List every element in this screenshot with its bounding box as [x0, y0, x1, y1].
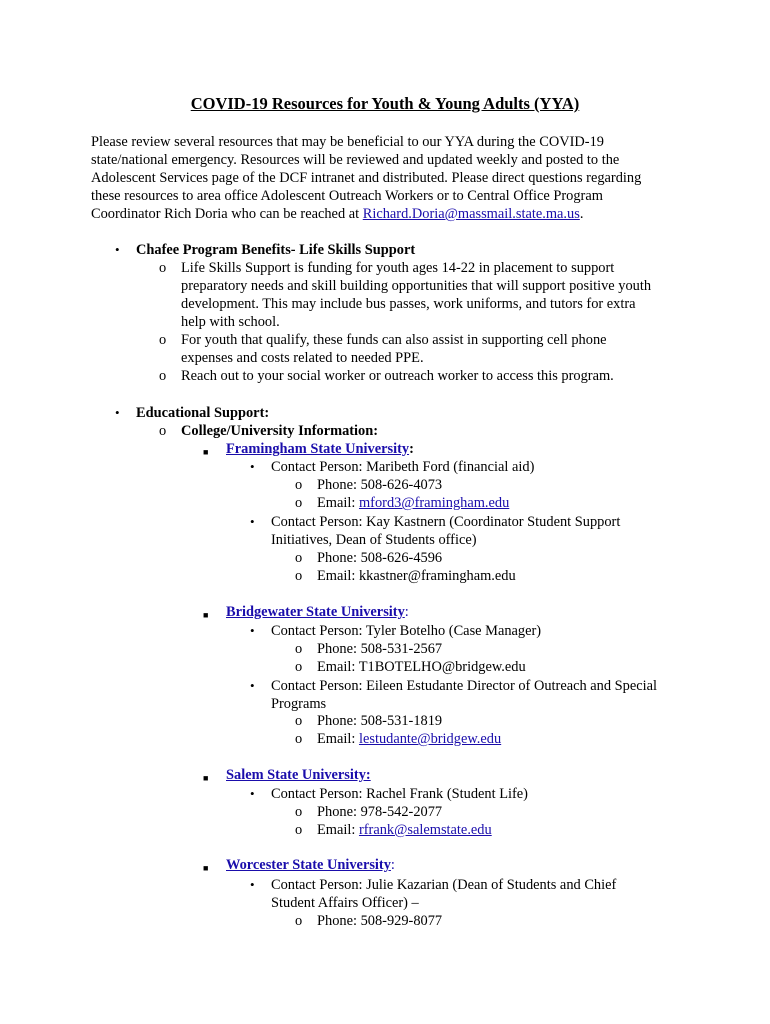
college-info-heading: College/University Information:	[181, 423, 379, 439]
bullet-icon: •	[250, 877, 255, 892]
circle-bullet-icon: o	[159, 260, 167, 276]
worcester-contact-1-line-1: Contact Person: Julie Kazarian (Dean of Students and Chief	[271, 877, 617, 893]
bullet-icon: •	[250, 514, 255, 529]
email-label: Email:	[317, 731, 359, 747]
square-bullet-icon: ■	[203, 773, 209, 783]
salem-email-link[interactable]: rfrank@salemstate.edu	[358, 822, 492, 838]
bullet-icon: •	[250, 623, 255, 638]
intro-last-prefix: Coordinator Rich Doria who can be reached at	[91, 206, 363, 222]
square-bullet-icon: ■	[203, 447, 209, 457]
email-label: Email:	[317, 822, 359, 838]
circle-bullet-icon: o	[159, 332, 167, 348]
worcester-heading	[226, 856, 395, 874]
chafee-item-3: Reach out to your social worker or outreach worker to access this program.	[181, 368, 614, 384]
worcester-contact-1-line-2: Student Affairs Officer) –	[271, 895, 419, 911]
bridgewater-contact-1: Contact Person: Tyler Botelho (Case Manager)	[271, 623, 542, 639]
square-bullet-icon: ■	[203, 610, 209, 620]
framingham-contact-2-phone: Phone: 508-626-4596	[317, 550, 443, 566]
bullet-icon: •	[250, 459, 255, 474]
square-bullet-icon: ■	[203, 863, 209, 873]
circle-bullet-icon: o	[295, 641, 303, 657]
framingham-contact-1-phone: Phone: 508-626-4073	[317, 477, 443, 493]
intro-line-5	[91, 205, 583, 223]
email-label: Email:	[317, 495, 359, 511]
worcester-colon: :	[390, 857, 395, 873]
framingham-contact-1: Contact Person: Maribeth Ford (financial aid)	[271, 459, 535, 475]
salem-link[interactable]: Salem State University:	[226, 767, 371, 783]
chafee-heading: Chafee Program Benefits- Life Skills Support	[136, 242, 416, 258]
bridgewater-heading	[226, 603, 409, 621]
intro-line-1: Please review several resources that may be beneficial to our YYA during the COVID-19	[91, 134, 604, 150]
education-heading: Educational Support:	[136, 405, 270, 421]
circle-bullet-icon: o	[295, 913, 303, 929]
chafee-item-1-line-3: development. This may include bus passes, work uniforms, and tutors for extra	[181, 296, 636, 312]
contact-email-link[interactable]: Richard.Doria@massmail.state.ma.us	[362, 206, 580, 222]
intro-line-3: Adolescent Services page of the DCF intranet and distributed. Please direct questions regarding	[91, 170, 642, 186]
bridgewater-link[interactable]: Bridgewater State University	[226, 604, 405, 620]
framingham-contact-1-email	[317, 494, 509, 512]
framingham-contact-2-line-2: Initiatives, Dean of Students office)	[271, 532, 477, 548]
chafee-item-2-line-2: expenses and costs related to needed PPE.	[181, 350, 424, 366]
circle-bullet-icon: o	[295, 568, 303, 584]
intro-line-2: state/national emergency. Resources will be reviewed and updated weekly and posted to the	[91, 152, 620, 168]
chafee-item-1-line-4: help with school.	[181, 314, 280, 330]
chafee-item-2-line-1: For youth that qualify, these funds can also assist in supporting cell phone	[181, 332, 607, 348]
chafee-item-1-line-1: Life Skills Support is funding for youth ages 14-22 in placement to support	[181, 260, 615, 276]
worcester-contact-1-phone: Phone: 508-929-8077	[317, 913, 443, 929]
salem-heading	[226, 766, 371, 784]
bridgewater-email-link[interactable]: lestudante@bridgew.edu	[358, 731, 502, 747]
bridgewater-contact-2-phone: Phone: 508-531-1819	[317, 713, 443, 729]
bridgewater-contact-1-email: Email: T1BOTELHO@bridgew.edu	[317, 659, 526, 675]
bullet-icon: •	[250, 678, 255, 693]
circle-bullet-icon: o	[159, 368, 167, 384]
framingham-contact-2-email: Email: kkastner@framingham.edu	[317, 568, 516, 584]
framingham-heading	[226, 440, 414, 458]
bullet-icon: •	[115, 405, 120, 420]
bridgewater-contact-1-phone: Phone: 508-531-2567	[317, 641, 443, 657]
circle-bullet-icon: o	[295, 659, 303, 675]
intro-last-suffix: .	[579, 206, 584, 222]
bridgewater-contact-2-line-2: Programs	[271, 696, 327, 712]
circle-bullet-icon: o	[295, 477, 303, 493]
bridgewater-contact-2-line-1: Contact Person: Eileen Estudante Director of Outreach and Special	[271, 678, 658, 694]
circle-bullet-icon: o	[295, 731, 303, 747]
chafee-item-1-line-2: preparatory needs and skill building opportunities that will support positive youth	[181, 278, 652, 294]
circle-bullet-icon: o	[295, 713, 303, 729]
circle-bullet-icon: o	[295, 804, 303, 820]
salem-contact-1: Contact Person: Rachel Frank (Student Life)	[271, 786, 528, 802]
bullet-icon: •	[115, 242, 120, 257]
bridgewater-colon: :	[404, 604, 409, 620]
worcester-link[interactable]: Worcester State University	[226, 857, 391, 873]
salem-contact-1-phone: Phone: 978-542-2077	[317, 804, 443, 820]
salem-contact-1-email	[317, 821, 492, 839]
circle-bullet-icon: o	[295, 550, 303, 566]
bridgewater-contact-2-email	[317, 730, 501, 748]
framingham-link[interactable]: Framingham State University	[226, 441, 410, 457]
circle-bullet-icon: o	[295, 822, 303, 838]
framingham-contact-2-line-1: Contact Person: Kay Kastnern (Coordinator Student Support	[271, 514, 621, 530]
circle-bullet-icon: o	[295, 495, 303, 511]
page-title: COVID-19 Resources for Youth & Young Adults (YYA)	[190, 94, 580, 113]
intro-line-4: these resources to area office Adolescent Outreach Workers or to Central Office Program	[91, 188, 603, 204]
circle-bullet-icon: o	[159, 423, 167, 439]
framingham-email-link[interactable]: mford3@framingham.edu	[358, 495, 510, 511]
bullet-icon: •	[250, 786, 255, 801]
framingham-colon: :	[409, 441, 414, 457]
